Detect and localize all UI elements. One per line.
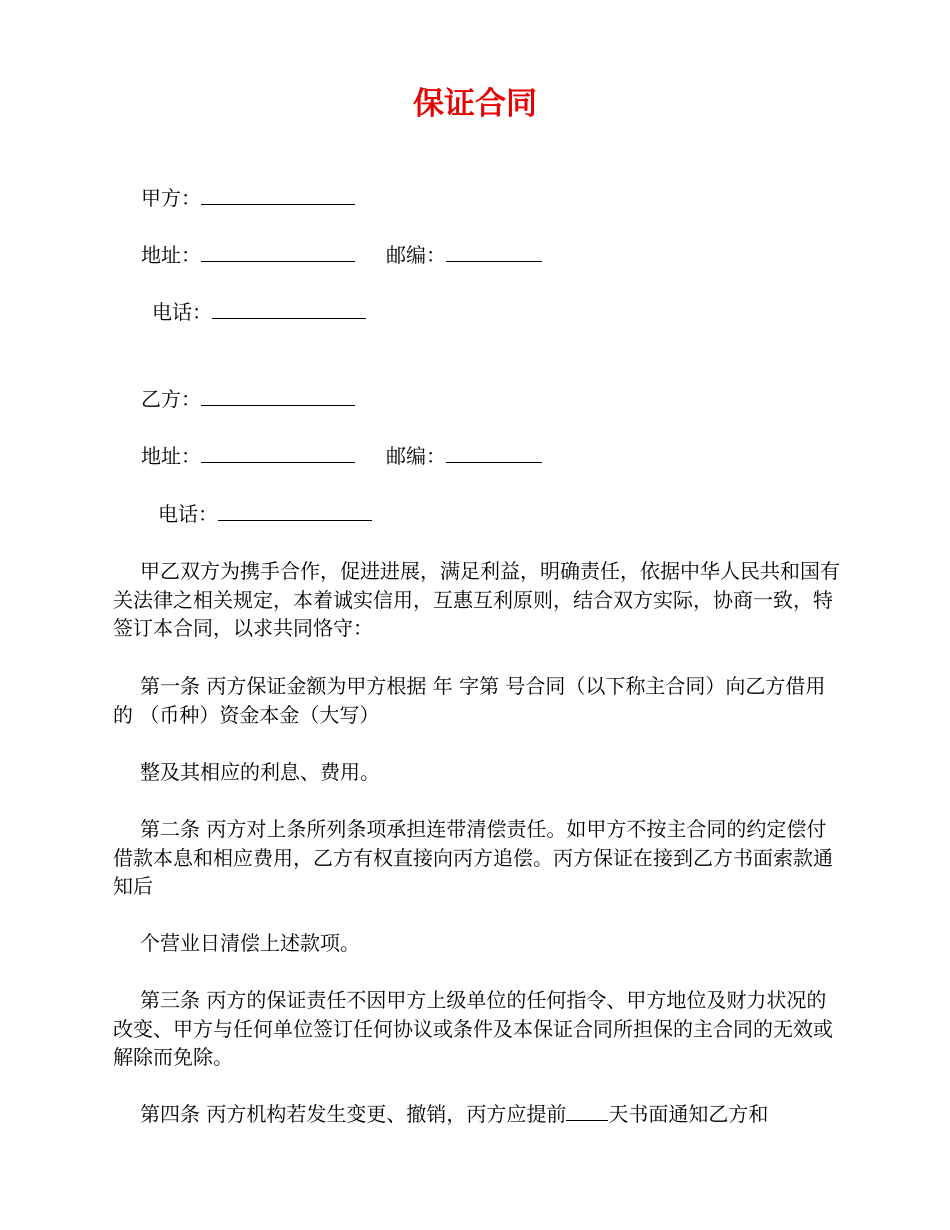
article-2-continuation: 个营业日清偿上述款项。 bbox=[140, 931, 360, 955]
party-a-postcode-label: 邮编： bbox=[386, 243, 446, 267]
party-a-address-blank[interactable] bbox=[201, 241, 355, 262]
party-b-address-label: 地址： bbox=[141, 444, 201, 468]
document-title: 保证合同 bbox=[413, 86, 537, 122]
article-4-days-blank[interactable] bbox=[566, 1102, 608, 1121]
article-1-paragraph: 第一条 丙方保证金额为甲方根据 年 字第 号合同（以下称主合同）向乙方借用的 （币种）资金本金（大写） bbox=[113, 674, 826, 727]
party-a-address-label: 地址： bbox=[141, 243, 201, 267]
party-b-postcode-field bbox=[386, 442, 542, 470]
party-b-name-label: 乙方： bbox=[141, 387, 201, 411]
party-a-phone-field bbox=[152, 298, 366, 326]
intro-paragraph: 甲乙双方为携手合作，促进进展，满足利益，明确责任，依据中华人民共和国有关法律之相关规定，本着诚实信用，互惠互利原则，结合双方实际，协商一致，特签订本合同，以求共同恪守： bbox=[113, 559, 840, 640]
party-b-phone-field bbox=[158, 500, 372, 528]
article-4-paragraph bbox=[113, 1100, 843, 1129]
party-b-postcode-blank[interactable] bbox=[446, 442, 542, 463]
article-2-paragraph: 第二条 丙方对上条所列条项承担连带清偿责任。如甲方不按主合同的约定偿付借款本息和相应费用，乙方有权直接向丙方追偿。丙方保证在接到乙方书面索款通知后 bbox=[113, 817, 833, 898]
article-1-continuation: 整及其相应的利息、费用。 bbox=[140, 760, 380, 784]
party-a-address-field bbox=[141, 241, 355, 269]
party-b-name-field bbox=[141, 385, 355, 413]
party-b-postcode-label: 邮编： bbox=[386, 444, 446, 468]
party-a-name-label: 甲方： bbox=[141, 186, 201, 210]
party-a-name-field bbox=[141, 184, 355, 212]
party-a-postcode-blank[interactable] bbox=[446, 241, 542, 262]
party-a-name-blank[interactable] bbox=[201, 184, 355, 205]
article-4-text-before: 第四条 丙方机构若发生变更、撤销，丙方应提前 bbox=[140, 1102, 567, 1126]
party-b-phone-blank[interactable] bbox=[218, 500, 372, 521]
party-a-phone-blank[interactable] bbox=[212, 298, 366, 319]
party-b-phone-label: 电话： bbox=[158, 502, 218, 526]
party-b-name-blank[interactable] bbox=[201, 385, 355, 406]
article-3-paragraph: 第三条 丙方的保证责任不因甲方上级单位的任何指令、甲方地位及财力状况的改变、甲方与任何单位签订任何协议或条件及本保证合同所担保的主合同的无效或解除而免除。 bbox=[113, 988, 833, 1069]
party-b-address-field bbox=[141, 442, 355, 470]
party-b-address-blank[interactable] bbox=[201, 442, 355, 463]
party-a-postcode-field bbox=[386, 241, 542, 269]
party-a-phone-label: 电话： bbox=[152, 300, 212, 324]
article-4-text-after: 天书面通知乙方和 bbox=[608, 1102, 769, 1126]
